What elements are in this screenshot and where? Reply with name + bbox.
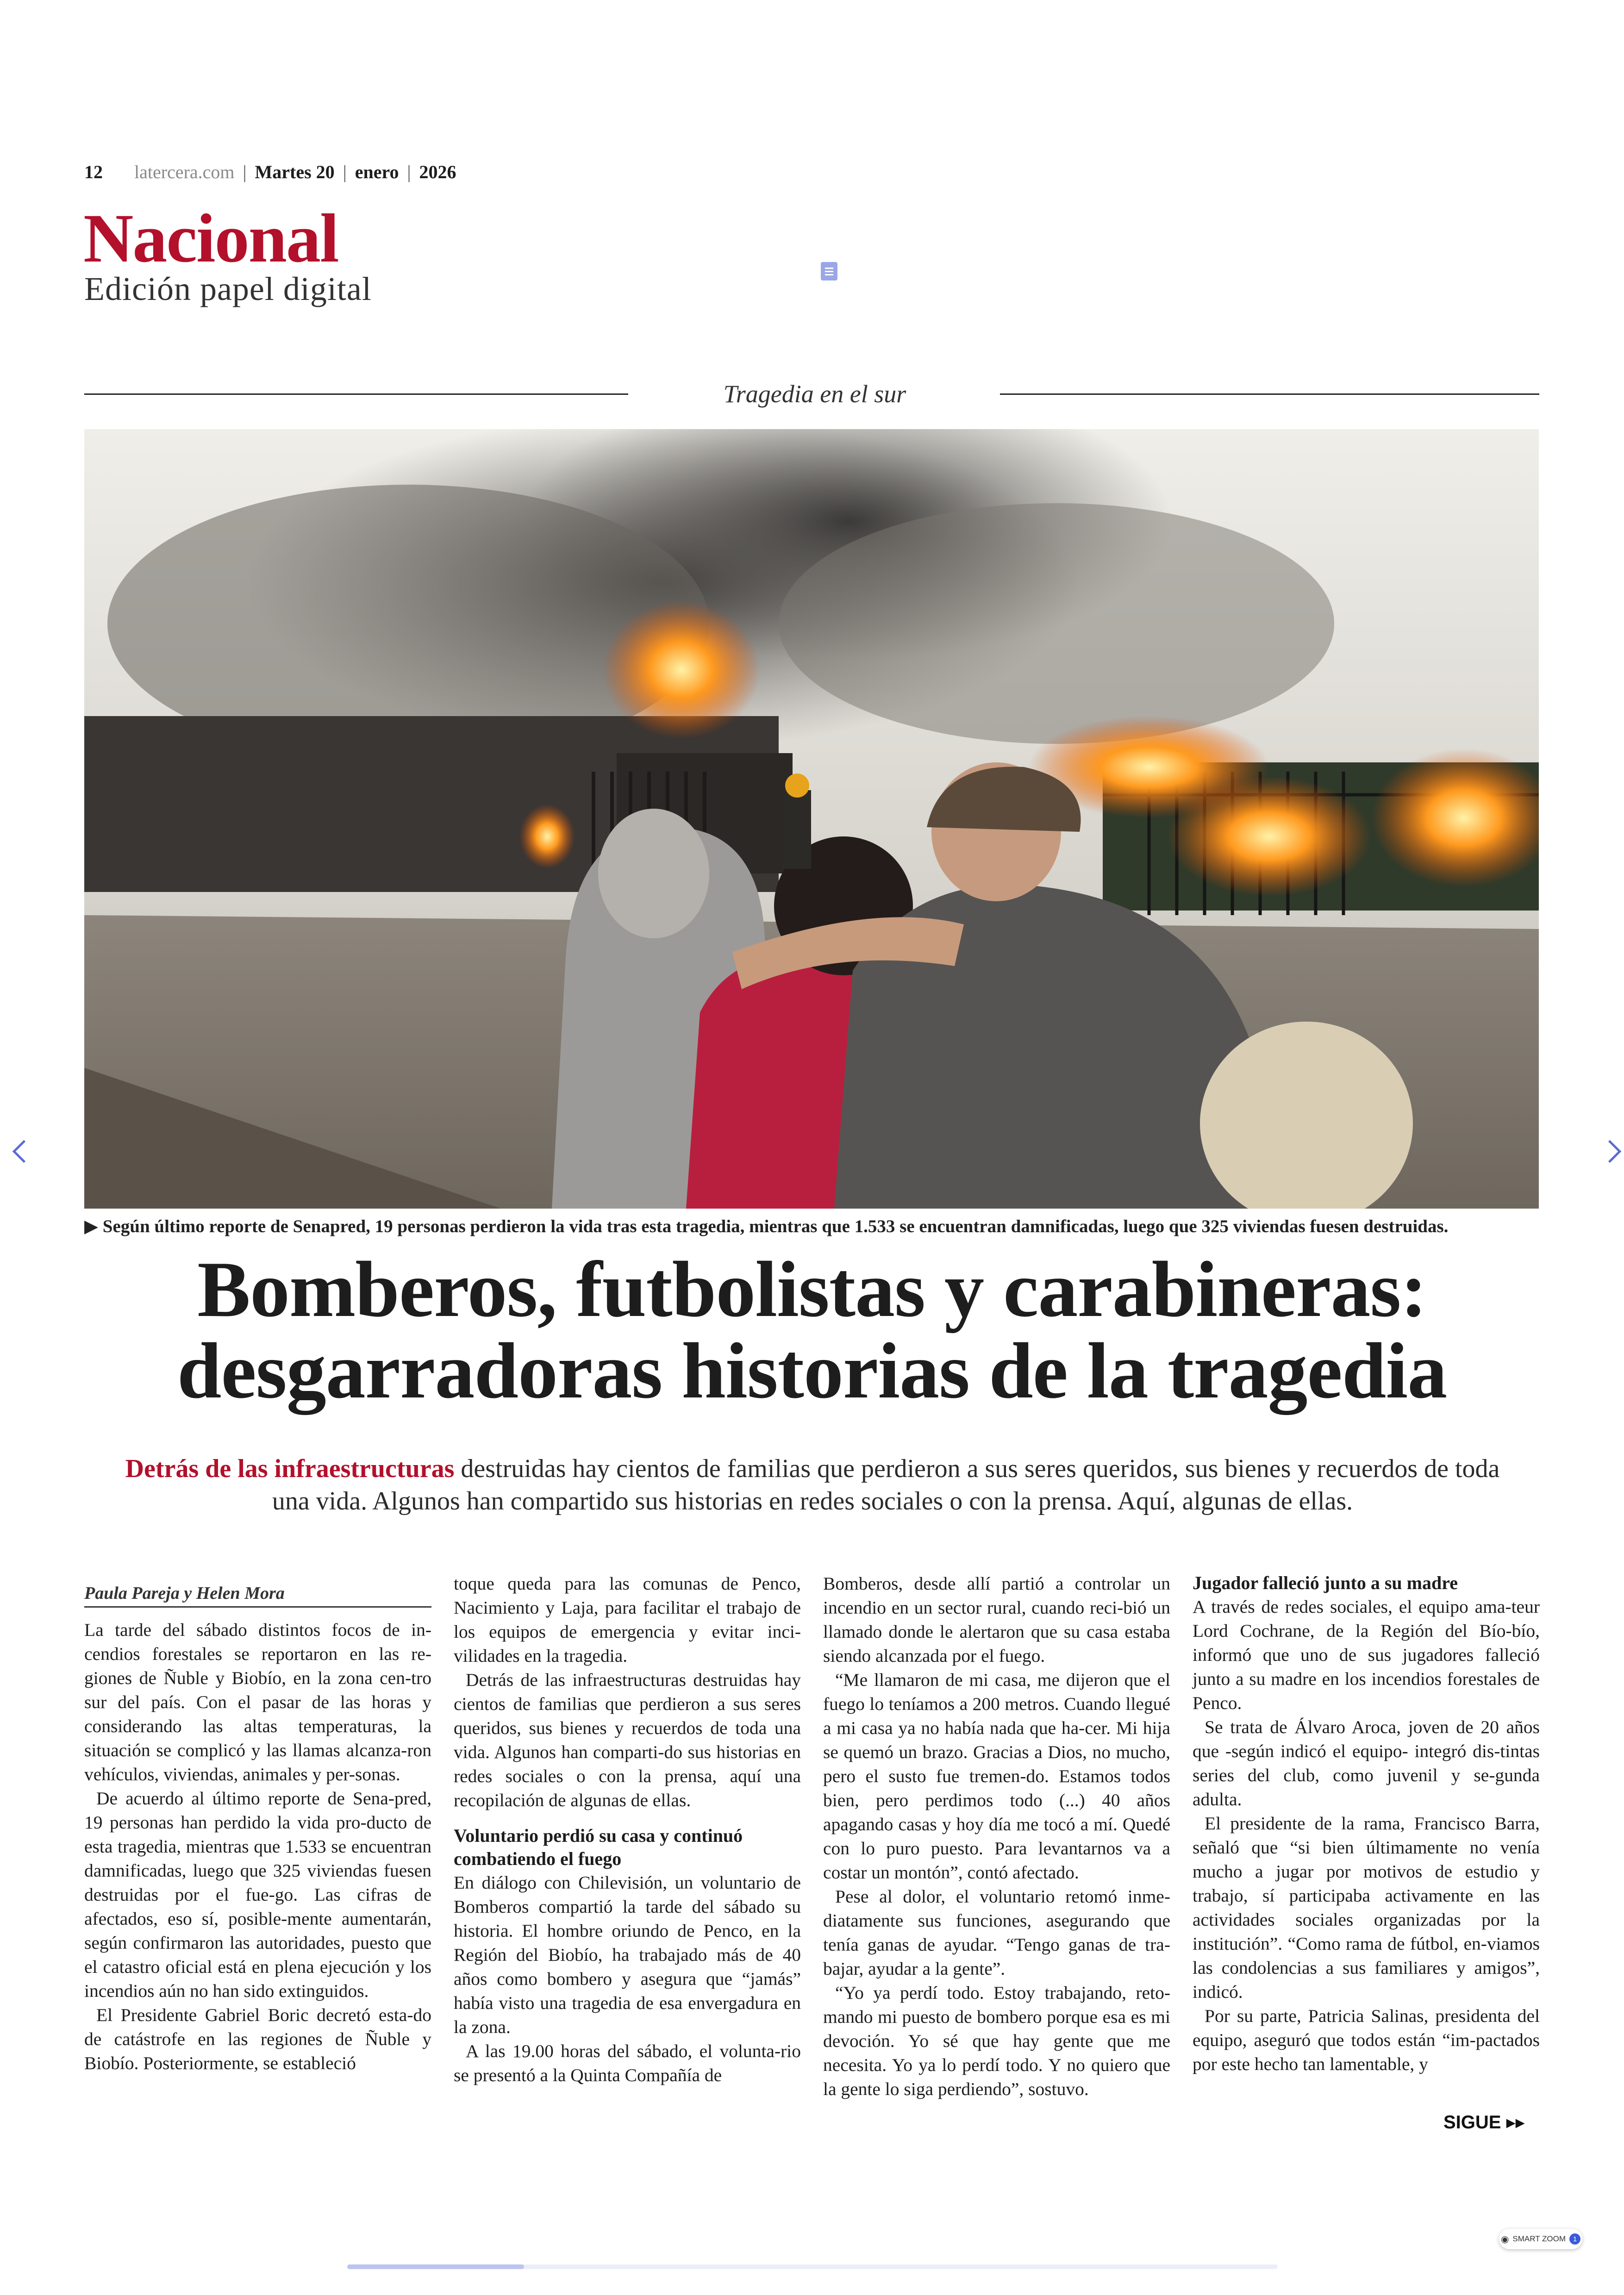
kicker-rule-right (1000, 393, 1539, 395)
column-4 (1193, 1572, 1540, 2076)
continue-marker: SIGUE ▸▸ (1443, 2112, 1525, 2133)
deck-lead: Detrás de las infraestructuras (125, 1454, 455, 1483)
eye-icon: ◉ (1500, 2234, 1509, 2245)
previous-page-chevron-icon[interactable] (12, 1140, 35, 1163)
column-3 (823, 1572, 1170, 2101)
caption-arrow-icon: ▶ (84, 1216, 103, 1236)
paragraph: “Yo ya perdí todo. Estoy trabajando, reto-mando mi puesto de bombero porque esa es mi devoción. Yo sé que hay gente que me necesita. Yo ya lo perdí todo. Y no quiero que la gente lo siga perdiendo”, sostuvo. (823, 1983, 1170, 2099)
deck-text: destruidas hay cientos de familias que perdieron a sus seres queridos, sus bienes y recuerdos de toda una vida. Algunos han compartido sus historias en redes sociales o con la prensa. Aquí, algunas de ellas. (272, 1454, 1500, 1515)
site-name: latercera.com (134, 162, 235, 182)
smart-zoom-label: SMART ZOOM (1512, 2234, 1566, 2243)
caption-text: Según último reporte de Senapred, 19 personas perdieron la vida tras esta tragedia, mientras que 1.533 se encuentran damnificadas, luego que 325 viviendas fuesen destruidas. (102, 1216, 1449, 1236)
photo-caption (84, 1216, 1539, 1237)
zoom-badge: 1 (1569, 2233, 1580, 2245)
subheading-voluntario: Voluntario perdió su casa y continuó combatiendo el fuego (454, 1825, 743, 1869)
paragraph: Bomberos, desde allí partió a controlar un incendio en un sector rural, cuando reci-bió un llamado donde le alertaron que su casa estaba siendo alcanzada por el fuego. (823, 1573, 1170, 1666)
date-day: Martes 20 (255, 162, 335, 182)
column-1 (84, 1618, 431, 2075)
paragraph: toque queda para las comunas de Penco, Nacimiento y Laja, para facilitar el trabajo de los equipos de emergencia y evitar inci-vilidades en la tragedia. (454, 1573, 801, 1666)
headline (83, 1246, 1541, 1415)
column-2 (454, 1572, 801, 2087)
headline-line-2: desgarradoras historias de la tragedia (177, 1327, 1447, 1415)
paragraph: La tarde del sábado distintos focos de in-cendios forestales se reportaron en las re-giones de Ñuble y Biobío, en la zona cen-tro sur del país. Con el pasar de las horas y considerando las altas temperaturas, la situación se complicó y las llamas alcanza-ron vehículos, viviendas, animales y per-sonas. (84, 1620, 431, 1784)
kicker: Tragedia en el sur (723, 380, 906, 408)
edition-label: Edición papel digital (84, 270, 372, 307)
paragraph: Se trata de Álvaro Aroca, joven de 20 años que -según indicó el equipo- integró dis-tintas series del club, como juvenil y se-gunda adulta. (1193, 1717, 1540, 1809)
paragraph: En diálogo con Chilevisión, un voluntario de Bomberos compartió la tarde del sábado su historia. El hombre oriundo de Penco, en la Región del Biobío, ha trabajado más de 40 años como bombero y asegura que “jamás” había visto una tragedia de esa envergadura en la zona. (454, 1872, 801, 2037)
paragraph: Detrás de las infraestructuras destruidas hay cientos de familias que perdieron a sus seres queridos, sus bienes y recuerdos de toda una vida. Algunos han comparti-do sus historias en redes sociales o con la prensa, aquí una recopilación de algunas de ellas. (454, 1670, 801, 1810)
paragraph: Pese al dolor, el voluntario retomó inme-diatamente sus funciones, asegurando que tenía ganas de ayudar. “Tengo ganas de tra-bajar, ayudar a la gente”. (823, 1886, 1170, 1979)
subheading-jugador: Jugador falleció junto a su madre (1193, 1572, 1458, 1593)
section-title: Nacional (83, 200, 338, 277)
date-year: 2026 (419, 162, 456, 182)
page-number: 12 (84, 162, 103, 182)
folio-line: 12 latercera.com | Martes 20 | enero | 2026 (84, 162, 456, 182)
paragraph: El Presidente Gabriel Boric decretó esta-do de catástrofe en las regiones de Ñuble y Biobío. Posteriormente, se estableció (84, 2005, 431, 2073)
document-icon[interactable] (821, 262, 837, 281)
paragraph: Por su parte, Patricia Salinas, presidenta del equipo, aseguró que todos están “im-pactados por este hecho tan lamentable, y (1193, 2006, 1540, 2074)
paragraph: A través de redes sociales, el equipo ama-teur Lord Cochrane, de la Región del Bío-bío, informó que uno de sus jugadores falleció junto a su madre en los incendios forestales de Penco. (1193, 1597, 1540, 1713)
paragraph: De acuerdo al último reporte de Sena-pred, 19 personas han perdido la vida pro-ducto de esta tragedia, mientras que 1.533 se encuentran damnificadas, luego que 325 viviendas fuesen destruidas por el fue-go. Las cifras de afectados, eso sí, posible-mente aumentarán, según confirmaron las autoridades, puesto que el catastro oficial está en plena ejecución y los incendios aún no han sido extinguidos. (84, 1788, 431, 2001)
next-page-chevron-icon[interactable] (1599, 1140, 1621, 1163)
paragraph: A las 19.00 horas del sábado, el volunta-rio se presentó a la Quinta Compañía de (454, 2041, 801, 2085)
byline: Paula Pareja y Helen Mora (84, 1583, 431, 1608)
date-month: enero (355, 162, 399, 182)
page-progress-fill (347, 2264, 524, 2269)
kicker-rule-left (84, 393, 628, 395)
paragraph: “Me llamaron de mi casa, me dijeron que el fuego lo teníamos a 200 metros. Cuando llegué a mi casa ya no había nada que ha-cer. Mi hija se quemó un brazo. Gracias a Dios, no mucho, pero el susto fue tremen-do. Estamos todos bien, pero perdimos todo (...) 40 años apagando casas y hoy día me tocó a mí. Quedé con lo puro puesto. Para levantarnos va a costar un montón”, contó afectado. (823, 1670, 1170, 1883)
paragraph: El presidente de la rama, Francisco Barra, señaló que “si bien últimamente no venía mucho a jugar por motivos de estudio y trabajo, sí participaba activamente en las actividades sociales organizadas por la institución”. “Como rama de fútbol, en-viamos las condolencias a sus familiares y amigos”, indicó. (1193, 1813, 1540, 2002)
news-photo (84, 429, 1539, 1209)
deck (106, 1453, 1518, 1517)
smart-zoom-button[interactable] (1499, 2229, 1582, 2249)
headline-line-1: Bomberos, futbolistas y carabineras: (197, 1246, 1427, 1334)
